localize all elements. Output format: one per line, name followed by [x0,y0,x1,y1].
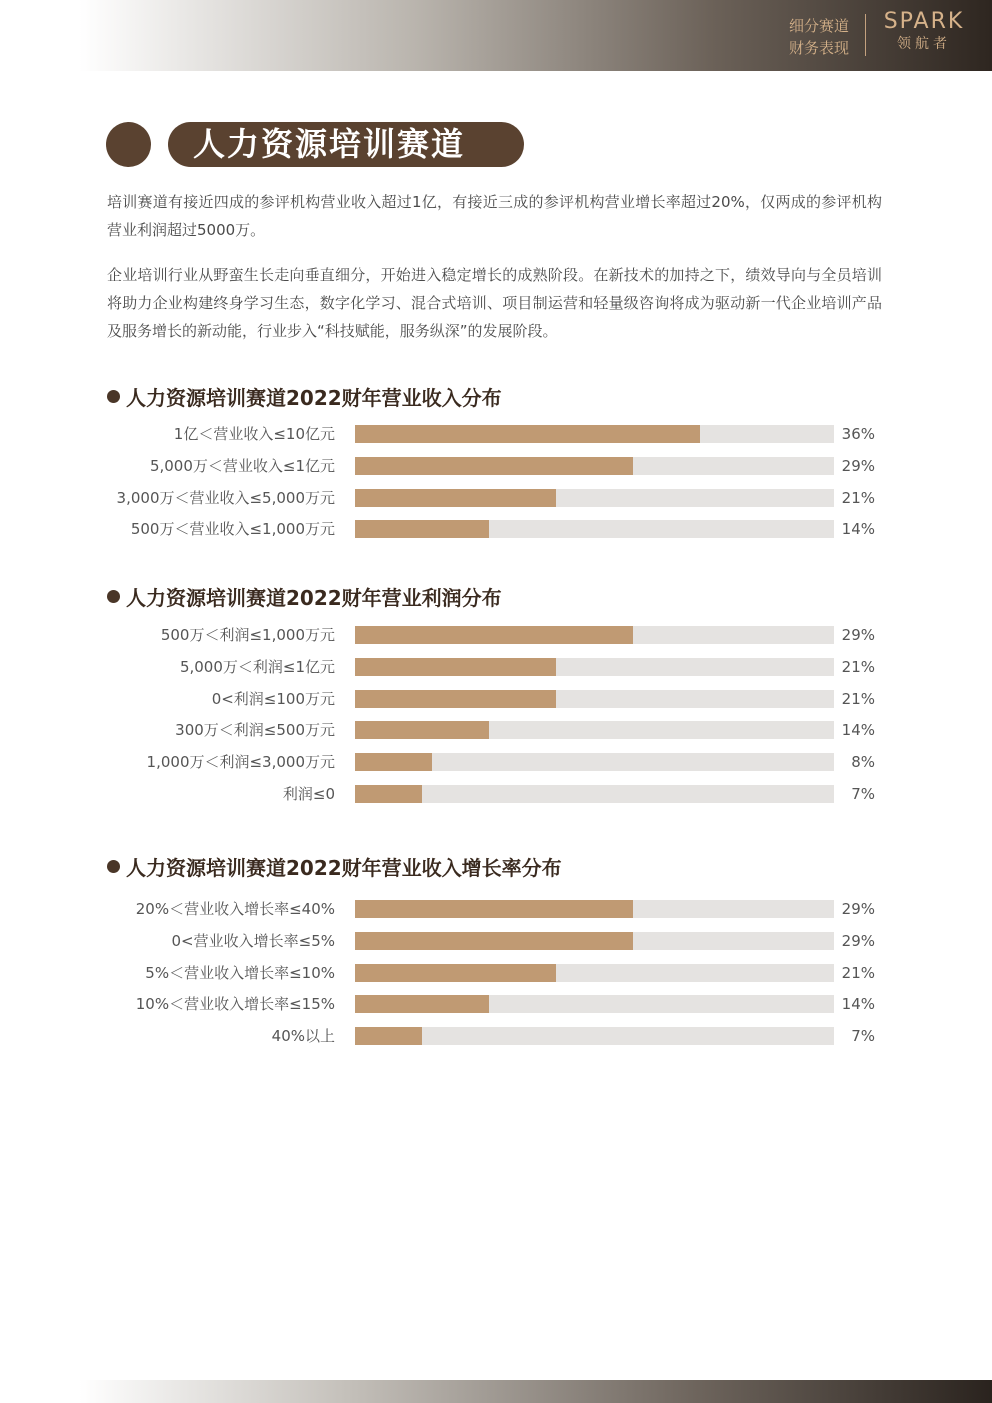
bar-value-label: 21% [841,657,875,676]
bar-row [0,488,992,508]
bar-category-label: 5,000万＜营业收入≤1亿元 [149,456,335,475]
bar-category-label: 0<利润≤100万元 [211,689,335,708]
bar-value-label: 21% [841,963,875,982]
bar-value-label: 29% [841,456,875,475]
bar-row [0,657,992,677]
bar-row [0,720,992,740]
bar [355,457,633,475]
bar-track [355,690,834,708]
bullet-dot-icon [107,590,120,603]
bar-category-label: 5,000万＜利润≤1亿元 [179,657,335,676]
bar-row [0,963,992,983]
bar [355,785,422,803]
chart-title [107,583,502,609]
bar-row [0,625,992,645]
bar-value-label: 21% [841,488,875,507]
bar-track [355,457,834,475]
bar-category-label: 500万＜营业收入≤1,000万元 [130,520,335,539]
bar-category-label: 5%＜营业收入增长率≤10% [145,963,335,982]
bar [355,626,633,644]
section-label-line2: 财务表现 [788,39,849,57]
section-label [769,15,849,59]
bar [355,690,556,708]
bar-row [0,994,992,1014]
bar-row [0,1026,992,1046]
bar-category-label: 0<营业收入增长率≤5% [171,931,335,950]
chart-title-text: 人力资源培训赛道2022财年营业收入增长率分布 [126,855,562,880]
bar-row [0,784,992,804]
title-circle-marker [106,122,151,167]
bar-category-label: 40%以上 [271,1027,335,1046]
brand-logo [880,9,968,53]
bar-category-label: 10%＜营业收入增长率≤15% [135,995,335,1014]
chart-title [107,383,502,409]
bar-value-label: 14% [841,520,875,539]
bar-row [0,424,992,444]
bar-value-label: 29% [841,900,875,918]
bar-track [355,932,834,950]
bar-row [0,456,992,476]
bar-row [0,752,992,772]
bar-category-label: 1亿＜营业收入≤10亿元 [173,425,335,443]
bar [355,520,489,538]
bar-value-label: 7% [851,785,875,803]
bar-track [355,995,834,1013]
bar-value-label: 14% [841,995,875,1014]
bar [355,964,556,982]
bar-value-label: 29% [841,626,875,644]
bar-category-label: 20%＜营业收入增长率≤40% [135,900,335,918]
bar-track [355,520,834,538]
footer-bar [0,1380,992,1403]
bar-track [355,721,834,739]
bar [355,753,432,771]
bar-track [355,425,834,443]
bar-track [355,900,834,918]
bar [355,721,489,739]
bar-value-label: 14% [841,721,875,740]
bar [355,995,489,1013]
bar [355,1027,422,1045]
header-divider [865,14,866,56]
bar-track [355,489,834,507]
bar [355,932,633,950]
bar-category-label: 1,000万＜利润≤3,000万元 [146,753,335,772]
chart-title-text: 人力资源培训赛道2022财年营业利润分布 [126,585,502,610]
page-title: 人力资源培训赛道 [193,125,466,163]
brand-name-en: SPARK [883,9,965,34]
bar-value-label: 8% [851,753,875,772]
bar-category-label: 500万＜利润≤1,000万元 [160,626,335,644]
bar-track [355,753,834,771]
bar-track [355,658,834,676]
bar-track [355,1027,834,1045]
bar-track [355,785,834,803]
bar [355,425,700,443]
bar [355,900,633,918]
bullet-dot-icon [107,860,120,873]
bar [355,489,556,507]
bar-category-label: 利润≤0 [282,785,335,803]
bullet-dot-icon [107,390,120,403]
bar-row [0,931,992,951]
intro-paragraph-1: 培训赛道有接近四成的参评机构营业收入超过1亿，有接近三成的参评机构营业增长率超过20%，仅两成的参评机构营业利润超过5000万。 [107,193,882,239]
bar-value-label: 36% [841,425,875,443]
bar-row [0,519,992,539]
bar-value-label: 7% [851,1027,875,1046]
bar-row [0,689,992,709]
chart-title [107,853,562,879]
bar-value-label: 29% [841,931,875,950]
brand-name-cn: 领航者 [897,36,951,52]
bar-category-label: 3,000万＜营业收入≤5,000万元 [116,488,335,507]
bar-track [355,626,834,644]
bar [355,658,556,676]
section-label-line1: 细分赛道 [788,17,849,35]
chart-title-text: 人力资源培训赛道2022财年营业收入分布 [126,385,502,410]
bar-value-label: 21% [841,689,875,708]
bar-category-label: 300万＜利润≤500万元 [175,721,335,740]
bar-row [0,899,992,919]
intro-paragraph-2: 企业培训行业从野蛮生长走向垂直细分，开始进入稳定增长的成熟阶段。在新技术的加持之下，绩效导向与全员培训将助力企业构建终身学习生态，数字化学习、混合式培训、项目制运营和轻量级咨询将成为驱动新一代企业培训产品及服务增长的新动能，行业步入“科技赋能，服务纵深”的发展阶段。 [107,266,882,340]
bar-track [355,964,834,982]
